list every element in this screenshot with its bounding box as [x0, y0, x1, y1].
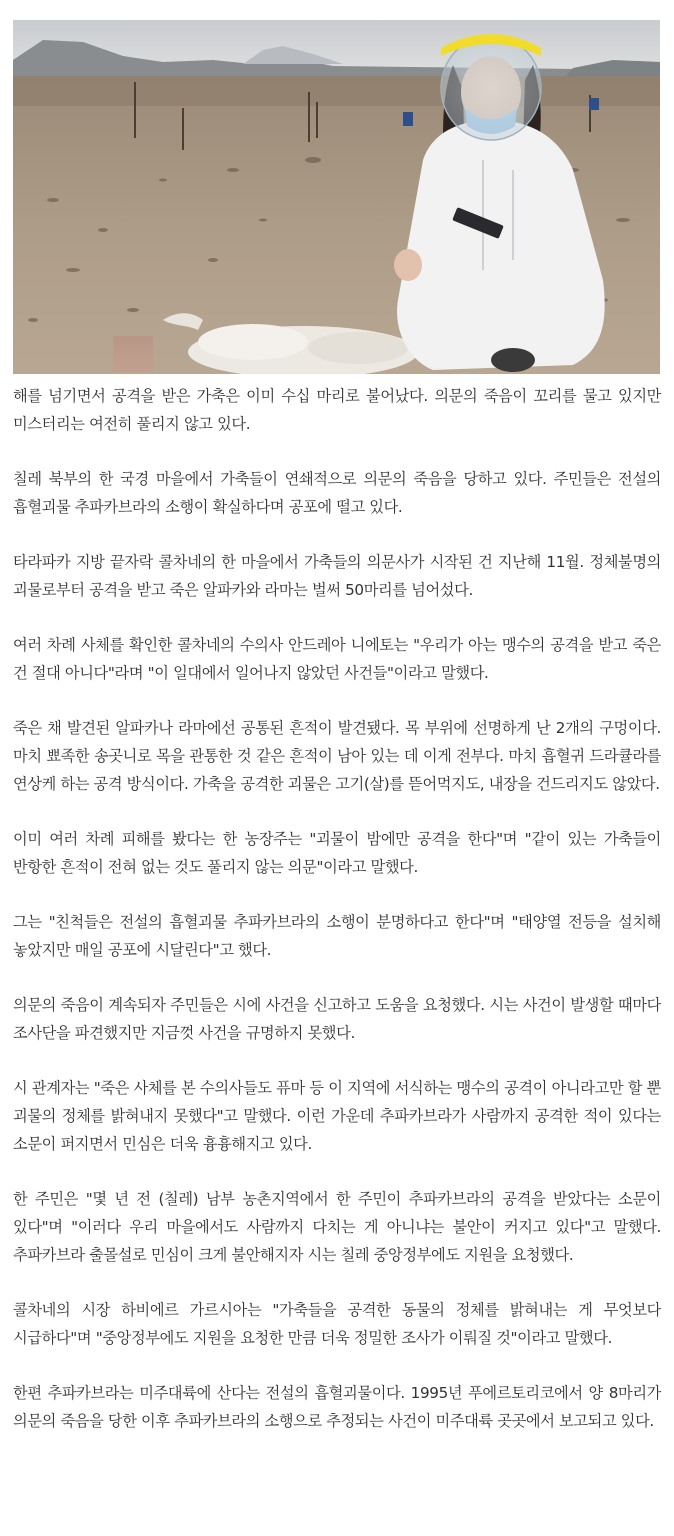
- paragraph-4: 여러 차례 사체를 확인한 콜차네의 수의사 안드레아 니에토는 "우리가 아는 맹수의 공격을 받고 죽은 건 절대 아니다"라며 "이 일대에서 일어나지 않았던 사건들"이라고 말했다.: [13, 636, 661, 682]
- paragraph-10: 한 주민은 "몇 년 전 (칠레) 남부 농촌지역에서 한 주민이 추파카브라의 공격을 받았다는 소문이 있다"며 "이러다 우리 마을에서도 사람까지 다치는 게 아니냐는 불안이 커지고 있다"고 말했다. 추파카브라 출몰설로 민심이 크게 불안해지자 시는 칠레 중앙정부에도 지원을 요청했다.: [13, 1190, 661, 1264]
- photo-illustration: [13, 20, 660, 374]
- paragraph-5: 죽은 채 발견된 알파카나 라마에선 공통된 흔적이 발견됐다. 목 부위에 선명하게 난 2개의 구멍이다. 마치 뾰족한 송곳니로 목을 관통한 것 같은 흔적이 남아 있는 데 이게 전부다. 마치 흡혈귀 드라큘라를 연상케 하는 공격 방식이다. 가축을 공격한 괴물은 고기(살)를 뜯어먹지도, 내장을 건드리지도 않았다.: [13, 719, 661, 793]
- paragraph-3: 타라파카 지방 끝자락 콜차네의 한 마을에서 가축들의 의문사가 시작된 건 지난해 11월. 정체불명의 괴물로부터 공격을 받고 죽은 알파카와 라마는 벌써 50마리를 넘어섰다.: [13, 553, 661, 599]
- paragraph-12: 한편 추파카브라는 미주대륙에 산다는 전설의 흡혈괴물이다. 1995년 푸에르토리코에서 양 8마리가 의문의 죽음을 당한 이후 추파카브라의 소행으로 추정되는 사건이 미주대륙 곳곳에서 보고되고 있다.: [13, 1384, 661, 1430]
- paragraph-1: 해를 넘기면서 공격을 받은 가축은 이미 수십 마리로 불어났다. 의문의 죽음이 꼬리를 물고 있지만 미스터리는 여전히 풀리지 않고 있다.: [13, 387, 661, 433]
- paragraph-7: 그는 "친척들은 전설의 흡혈괴물 추파카브라의 소행이 분명하다고 한다"며 "태양열 전등을 설치해 놓았지만 매일 공포에 시달린다"고 했다.: [13, 913, 661, 959]
- paragraph-6: 이미 여러 차례 피해를 봤다는 한 농장주는 "괴물이 밤에만 공격을 한다"며 "같이 있는 가축들이 반항한 흔적이 전혀 없는 것도 풀리지 않는 의문"이라고 말했다.: [13, 830, 661, 876]
- paragraph-8: 의문의 죽음이 계속되자 주민들은 시에 사건을 신고하고 도움을 요청했다. 시는 사건이 발생할 때마다 조사단을 파견했지만 지금껏 사건을 규명하지 못했다.: [13, 996, 661, 1042]
- article-photo: [13, 20, 660, 374]
- article-body: [13, 382, 661, 1462]
- paragraph-2: 칠레 북부의 한 국경 마을에서 가축들이 연쇄적으로 의문의 죽음을 당하고 있다. 주민들은 전설의 흡혈괴물 추파카브라의 소행이 확실하다며 공포에 떨고 있다.: [13, 470, 661, 516]
- paragraph-11: 콜차네의 시장 하비에르 가르시아는 "가축들을 공격한 동물의 정체를 밝혀내는 게 무엇보다 시급하다"며 "중앙정부에도 지원을 요청한 만큼 더욱 정밀한 조사가 이뤄질 것"이라고 말했다.: [13, 1301, 661, 1347]
- paragraph-9: 시 관계자는 "죽은 사체를 본 수의사들도 퓨마 등 이 지역에 서식하는 맹수의 공격이 아니라고만 할 뿐 괴물의 정체를 밝혀내지 못했다"고 말했다. 이런 가운데 추파카브라가 사람까지 공격한 적이 있다는 소문이 퍼지면서 민심은 더욱 흉흉해지고 있다.: [13, 1079, 661, 1153]
